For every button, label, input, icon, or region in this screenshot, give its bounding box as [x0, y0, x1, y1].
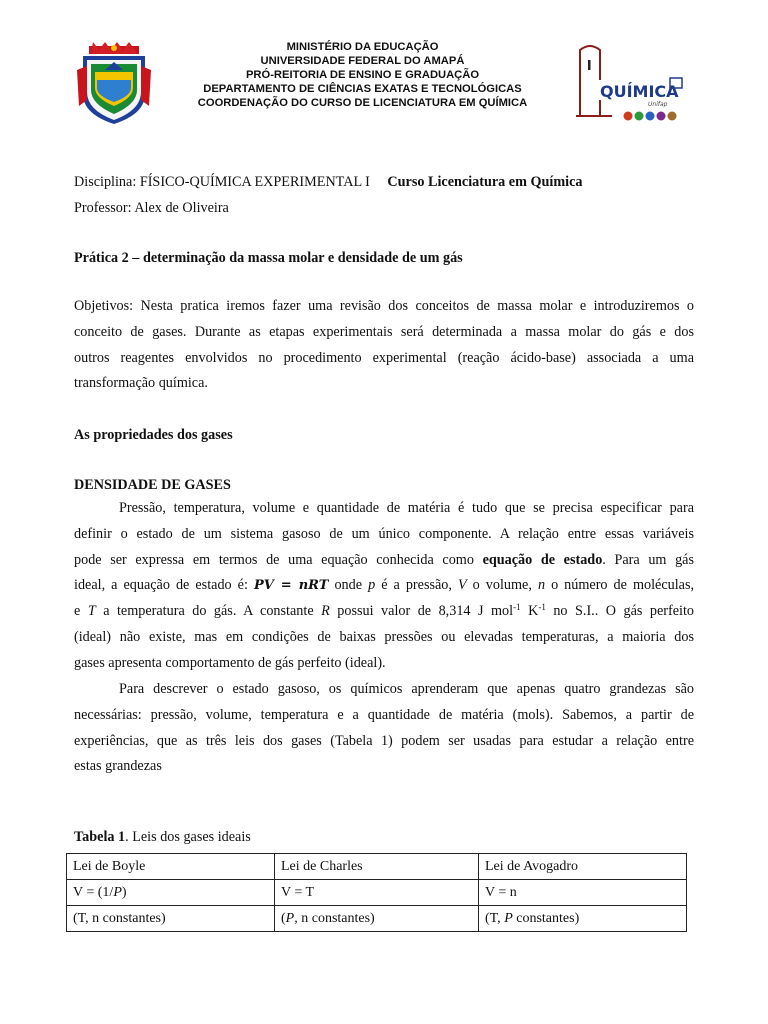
- density-paragraph: [74, 496, 694, 677]
- ideal-gas-equation: PV = nRT: [253, 578, 329, 594]
- header-line: DEPARTAMENTO DE CIÊNCIAS EXATAS E TECNOLÓGICAS: [203, 83, 522, 95]
- text-run: ): [121, 884, 127, 900]
- table-header-cell: Lei de Avogadro: [479, 854, 687, 880]
- table-cell: (T, n constantes): [67, 906, 275, 932]
- symbol-p: P: [113, 884, 122, 900]
- header-line: COORDENAÇÃO DO CURSO DE LICENCIATURA EM QUÍMICA: [197, 97, 528, 109]
- course-name: Curso Licenciatura em Química: [387, 174, 583, 190]
- text-run: no S.I.. O gás perfeito: [545, 603, 695, 620]
- symbol-r: R: [321, 603, 330, 620]
- text-run: o número de moléculas,: [551, 577, 695, 594]
- discipline-line: [74, 174, 582, 191]
- document-header: [0, 38, 768, 128]
- header-line: PRÓ-REITORIA DE ENSINO E GRADUAÇÃO: [245, 69, 480, 81]
- section-title: As propriedades dos gases: [74, 427, 233, 443]
- paragraph-line: necessárias: pressão, volume, temperatura e a quantidade de matéria (mols). Sabemos, a partir de: [74, 706, 694, 723]
- header-line: UNIVERSIDADE FEDERAL DO AMAPÁ: [260, 55, 465, 67]
- table-cell: [275, 906, 479, 932]
- superscript: -1: [513, 602, 521, 613]
- paragraph-line: conceito de gases. Durante as etapas experimentais será determinada a massa molar do gás e dos: [74, 323, 694, 340]
- paragraph-line: Objetivos: Nesta pratica iremos fazer uma revisão dos conceitos de massa molar e introduziremos o: [74, 298, 694, 314]
- gas-laws-table: [66, 853, 687, 932]
- text-run: constantes): [512, 910, 580, 926]
- symbol-p: p: [368, 577, 376, 594]
- table-caption: [74, 829, 251, 846]
- text-run: (T,: [485, 910, 505, 926]
- text-run: é a pressão,: [381, 577, 452, 594]
- text-run: a temperatura do gás. A constante: [103, 603, 314, 620]
- quimica-logo-text: QUÍMICA: [600, 82, 679, 101]
- state-equation-term: equação de estado: [482, 551, 603, 568]
- institution-header: [160, 40, 565, 110]
- text-run: onde: [334, 577, 363, 594]
- table-cell: V = n: [479, 880, 687, 906]
- professor-line: [74, 200, 229, 217]
- gas-quantities-paragraph: [74, 677, 694, 780]
- symbol-p: P: [504, 910, 513, 926]
- quimica-course-logo: [572, 40, 690, 126]
- text-run: , n constantes): [294, 910, 375, 926]
- symbol-n: n: [537, 577, 546, 594]
- text-run: possui valor de 8,314 J mol: [337, 603, 514, 620]
- objectives-paragraph: [74, 294, 694, 397]
- density-title: DENSIDADE DE GASES: [74, 477, 231, 493]
- header-line: MINISTÉRIO DA EDUCAÇÃO: [286, 41, 439, 53]
- table-cell: [479, 906, 687, 932]
- text-run: ideal, a equação de estado é:: [74, 577, 248, 594]
- paragraph-line: transformação química.: [74, 375, 208, 392]
- table-caption-label: Tabela 1: [74, 829, 126, 845]
- paragraph-line: definir o estado de um sistema gasoso de um único componente. A relação entre essas variáveis: [74, 525, 694, 542]
- paragraph-line: (ideal) não existe, mas em condições de baixas pressões ou elevadas temperaturas, a maioria dos: [74, 628, 694, 645]
- table-caption-text: . Leis dos gases ideais: [125, 829, 251, 845]
- university-crest-logo: [75, 40, 153, 126]
- table-cell: V = T: [275, 880, 479, 906]
- paragraph-line: gases apresenta comportamento de gás perfeito (ideal).: [74, 654, 386, 671]
- paragraph-line: [74, 599, 694, 625]
- table-row: [67, 854, 687, 880]
- practice-title: Prática 2 – determinação da massa molar e densidade de um gás: [74, 250, 463, 266]
- superscript: -1: [538, 602, 546, 613]
- text-run: K: [520, 603, 539, 620]
- discipline-name: FÍSICO-QUÍMICA EXPERIMENTAL I: [139, 174, 370, 190]
- text-run: (: [281, 910, 286, 926]
- paragraph-line: estas grandezas: [74, 758, 162, 775]
- quimica-logo-subtext: Unifap: [648, 101, 668, 108]
- paragraph-line: experiências, que as três leis dos gases (Tabela 1) podem ser usadas para estudar a relação entre: [74, 732, 694, 749]
- text-run: o volume,: [472, 577, 532, 594]
- table-cell: [67, 880, 275, 906]
- text-run: V = (1/: [73, 884, 114, 900]
- paragraph-line: [74, 573, 694, 599]
- symbol-v: V: [457, 577, 467, 594]
- table-header-cell: Lei de Charles: [275, 854, 479, 880]
- symbol-p: P: [285, 910, 295, 926]
- text-run: e: [74, 603, 81, 620]
- text-run: pode ser expressa em termos de uma equação conhecida como: [74, 551, 474, 568]
- symbol-t: T: [87, 603, 96, 620]
- paragraph-line: outros reagentes envolvidos no procedimento experimental (reação ácido-base) associada a uma: [74, 349, 694, 366]
- table-row: [67, 880, 687, 906]
- table-row: [67, 906, 687, 932]
- paragraph-line: Pressão, temperatura, volume e quantidade de matéria é tudo que se precisa especificar para: [119, 500, 694, 516]
- text-run: . Para um gás: [602, 551, 694, 568]
- professor-label: Professor:: [74, 200, 132, 216]
- table-header-cell: Lei de Boyle: [67, 854, 275, 880]
- paragraph-line: [74, 548, 694, 574]
- discipline-label: Disciplina:: [74, 174, 137, 190]
- professor-name: Alex de Oliveira: [134, 200, 229, 216]
- paragraph-line: Para descrever o estado gasoso, os químicos aprenderam que apenas quatro grandezas são: [119, 681, 694, 697]
